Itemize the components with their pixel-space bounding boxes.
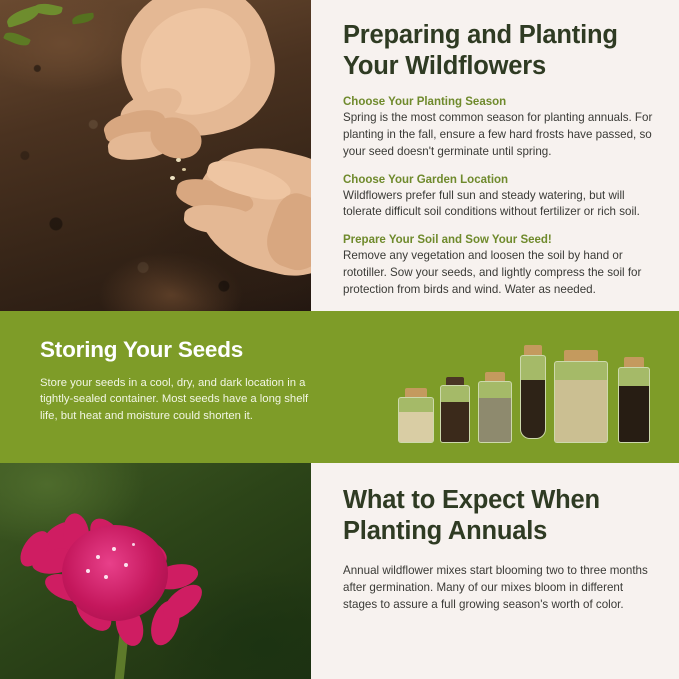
seed-jar [478,372,512,443]
jar-seed-fill [399,412,433,442]
body-expect: Annual wildflower mixes start blooming two to three months after germination. Many of our mixes bloom in different stages to assure a full growing season's worth of color. [343,564,648,611]
flower-stamen [124,563,128,567]
flower-stamen [132,543,135,546]
subheading-garden-location: Choose Your Garden Location [343,173,509,186]
seed [182,168,186,171]
jar-cork [564,350,598,361]
jar-cork [485,372,505,381]
jar-seed-fill [521,380,545,438]
hand-sowing-seeds-in-soil-photo [0,0,311,311]
section-storing-text [0,311,340,463]
body-storing: Store your seeds in a cool, dry, and dark location in a tightly-sealed container. Most seeds have a long shelf life, but heat and moisture could shorten it. [40,377,309,422]
jar-cork [446,377,464,385]
subheading-prepare-soil: Prepare Your Soil and Sow Your Seed! [343,234,552,247]
section-preparing-and-planting [0,0,679,311]
page-title-storing: Storing Your Seeds [40,337,244,362]
jar-glass [398,397,434,443]
jar-seed-fill [555,380,607,442]
jar-cork [524,345,542,355]
jar-glass [478,381,512,443]
section-preparing-text [311,0,679,311]
flower-stamen [104,575,108,579]
body-prepare-soil: Remove any vegetation and loosen the soil by hand or rototiller. Sow your seeds, and lightly compress the soil for protection from birds and wind. Water as needed. [343,249,642,296]
pink-cornflower-bloom-photo [0,463,311,679]
seed-jar [440,377,470,443]
flower-stamen [112,547,116,551]
seed-jar [398,388,434,443]
flower-center [62,525,168,621]
body-garden-location: Wildflowers prefer full sun and steady watering, but will tolerate difficult soil conditions without fertilizer or rich soil. [343,188,640,219]
section-what-to-expect [0,463,679,679]
jar-cork [624,357,644,367]
flower-stamen [96,555,100,559]
section-expect-text [311,463,679,679]
jar-cork [405,388,427,397]
jar-seed-fill [441,402,469,442]
subheading-planting-season: Choose Your Planting Season [343,96,507,109]
flower-stamen [86,569,90,573]
seed-jar [618,357,650,443]
seed-jar [520,345,546,439]
jar-seed-fill [479,398,511,442]
body-planting-season: Spring is the most common season for planting annuals. For planting in the fall, ensure a few hard frosts have passed, so your seed doesn't germinate until spring. [343,111,653,158]
glass-jars-of-seeds-photo [340,311,679,463]
section-storing-your-seeds [0,311,679,463]
jar-glass [520,355,546,439]
seed-jar [554,350,608,443]
jar-glass [440,385,470,443]
seed [170,176,175,180]
page-title-preparing: Preparing and Planting Your Wildflowers [343,21,618,81]
page-title-expect: What to Expect When Planting Annuals [343,486,600,546]
seed [176,158,181,162]
jar-glass [618,367,650,443]
jar-seed-fill [619,386,649,442]
jar-glass [554,361,608,443]
